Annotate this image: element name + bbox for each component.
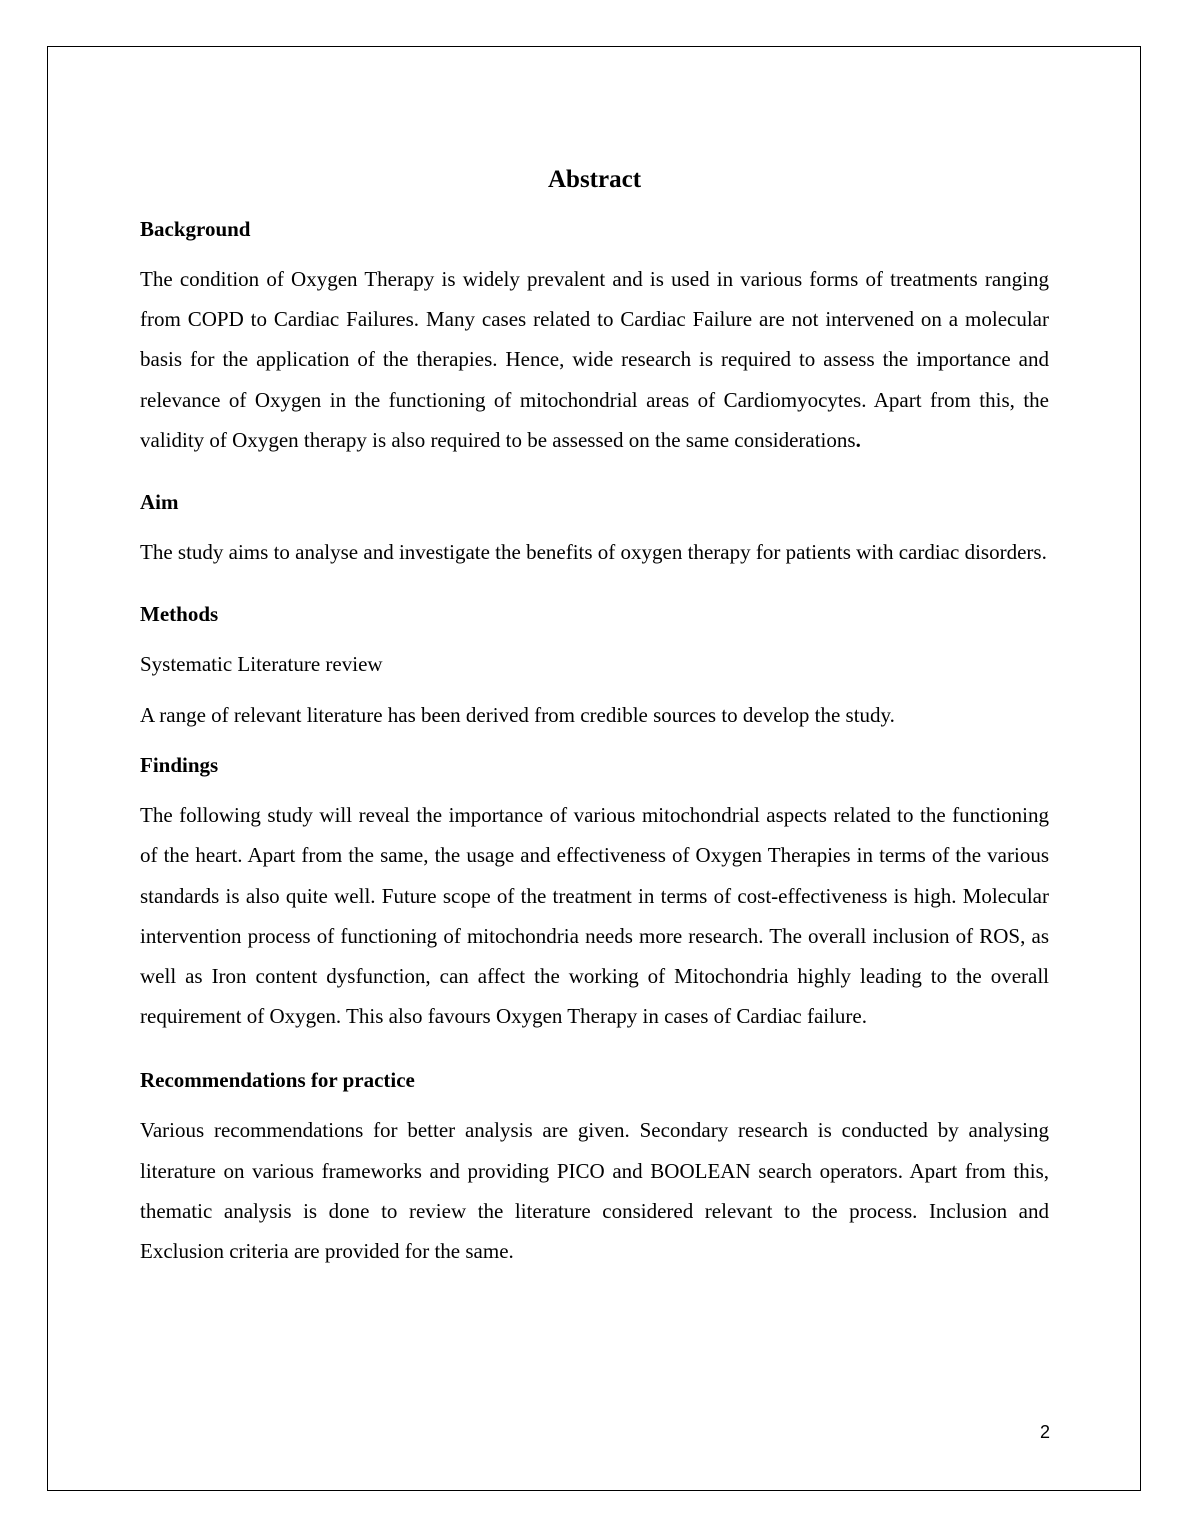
section-background <box>140 214 1049 460</box>
background-paragraph <box>140 259 1049 460</box>
methods-line-2: A range of relevant literature has been derived from credible sources to develop the study. <box>140 703 895 728</box>
background-end-mark: . <box>855 427 861 452</box>
section-heading-findings: Findings <box>140 753 219 778</box>
recommendations-paragraph: Various recommendations for better analysis are given. Secondary research is conducted by analysing literature on various frameworks and providing PICO and BOOLEAN search operators. Apart from this, thematic analysis is done to review the literature considered relevant to the process. Inclusion and Exclusion criteria are provided for the same. <box>140 1118 1049 1264</box>
section-aim <box>140 487 1049 572</box>
document-body <box>140 158 1049 1271</box>
section-findings <box>140 750 1049 1036</box>
section-methods <box>140 599 1049 730</box>
section-heading-aim: Aim <box>140 490 179 515</box>
page-number: 2 <box>1039 1422 1050 1442</box>
methods-line-1: Systematic Literature review <box>140 652 383 677</box>
page-title: Abstract <box>547 166 642 193</box>
findings-paragraph: The following study will reveal the importance of various mitochondrial aspects related to the functioning of the heart. Apart from the same, the usage and effectiveness of Oxygen Therapies in terms of the various standards is also quite well. Future scope of the treatment in terms of cost-effectiveness is high. Molecular intervention process of functioning of mitochondria needs more research. The overall inclusion of ROS, as well as Iron content dysfunction, can affect the working of Mitochondria highly leading to the overall requirement of Oxygen. This also favours Oxygen Therapy in cases of Cardiac failure. <box>140 803 1049 1029</box>
section-recommendations <box>140 1065 1049 1271</box>
section-heading-background: Background <box>140 217 251 241</box>
section-heading-methods: Methods <box>140 602 219 627</box>
background-text: The condition of Oxygen Therapy is widely prevalent and is used in various forms of treatments ranging from COPD to Cardiac Failures. Many cases related to Cardiac Failure are not intervened on a molecular basis for the application of the therapies. Hence, wide research is required to assess the importance and relevance of Oxygen in the functioning of mitochondrial areas of Cardiomyocytes. Apart from this, the validity of Oxygen therapy is also required to be assessed on the same considerations <box>140 267 1049 452</box>
aim-paragraph: The study aims to analyse and investigate the benefits of oxygen therapy for patients with cardiac disorders. <box>140 540 1047 565</box>
section-heading-recommendations: Recommendations for practice <box>140 1068 415 1093</box>
